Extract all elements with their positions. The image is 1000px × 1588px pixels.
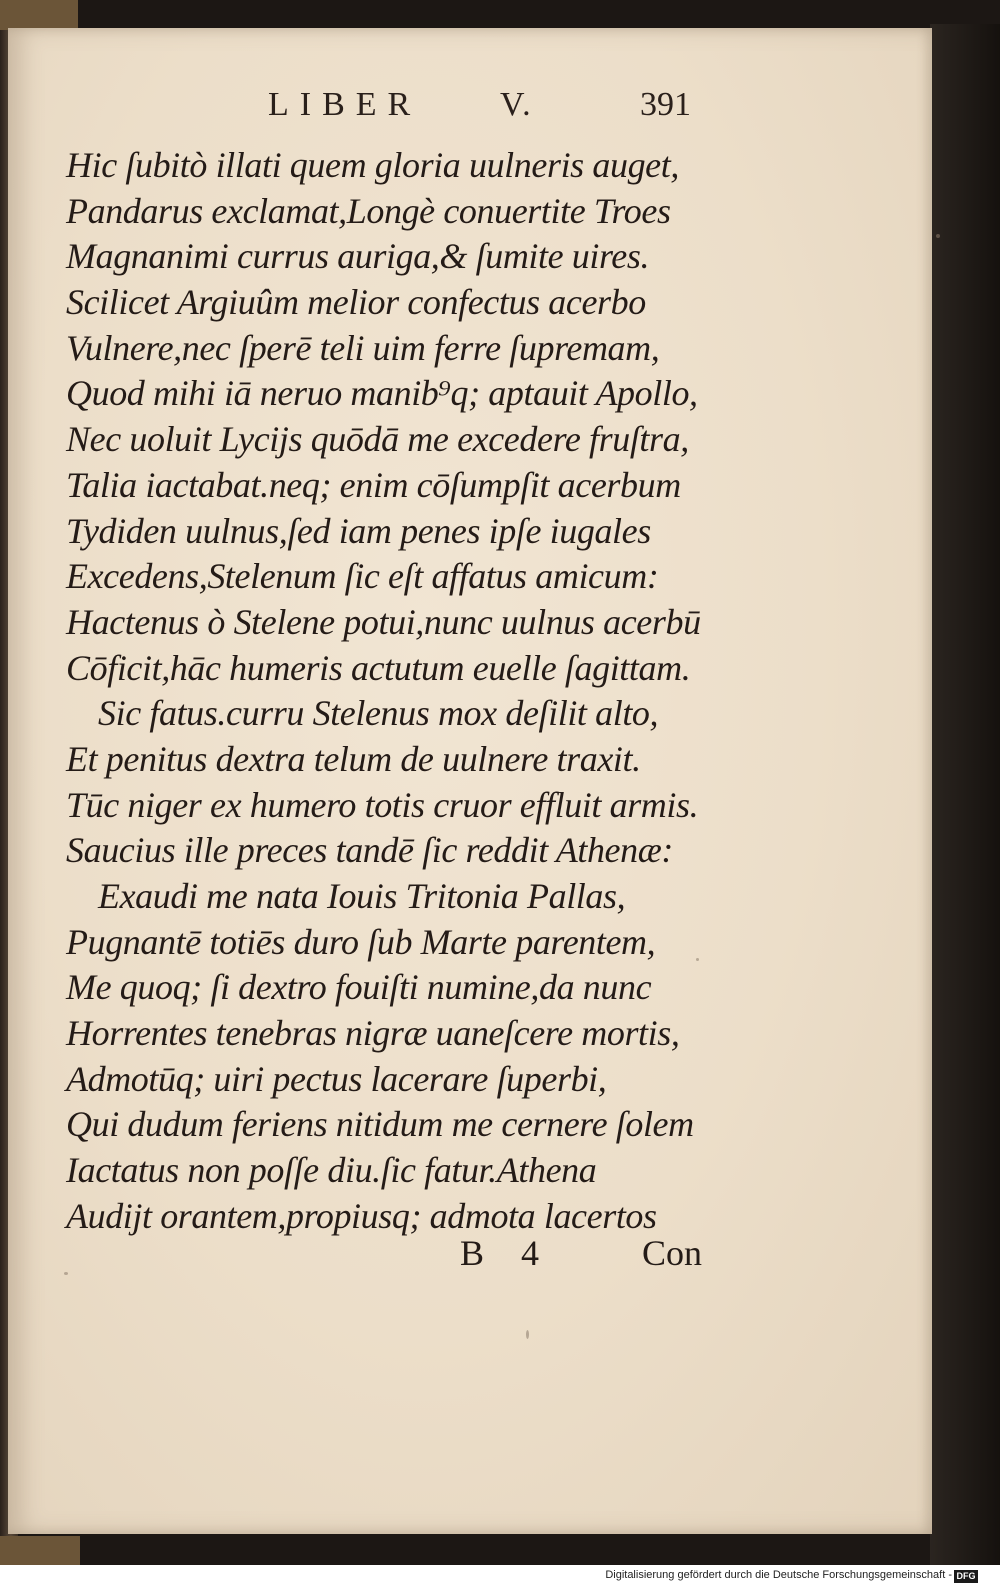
catchword: Con: [642, 1233, 703, 1273]
verse-line: Tūc niger ex humero totis cruor effluit armis.: [66, 784, 699, 825]
dfg-logo: DFG: [954, 1570, 978, 1583]
book-edge-shadow: [930, 24, 1000, 1565]
page-footer: [460, 1232, 720, 1280]
running-head-book: V.: [500, 86, 533, 123]
running-head: [268, 86, 708, 136]
verse-line: Qui dudum feriens nitidum me cernere ſolem: [66, 1104, 694, 1145]
verse-line: Vulnere,nec ſperē teli uim ferre ſupremam,: [66, 327, 660, 368]
verse-line: Talia iactabat.neq; enim cōſumpſit acerbum: [66, 464, 681, 505]
folio-number: 391: [640, 86, 691, 123]
verse-line: Cōficit,hāc humeris actutum euelle ſagittam.: [66, 647, 691, 688]
verse-line: Pugnantē totiēs duro ſub Marte parentem,: [66, 921, 656, 962]
verse-line: Horrentes tenebras nigræ uaneſcere mortis,: [66, 1013, 680, 1054]
verse-line: Saucius ille preces tandē ſic reddit Athenæ:: [66, 830, 673, 871]
verse-line: Quod mihi iā neruo manib⁹q; aptauit Apollo,: [66, 373, 698, 414]
verse-line: Hic ſubitò illati quem gloria uulneris auget,: [66, 145, 679, 185]
binding-tab-bottom: [0, 1536, 80, 1565]
verse-line: Exaudi me nata Iouis Tritonia Pallas,: [98, 876, 626, 916]
paper-speck: [526, 1330, 529, 1339]
verse-line: Iactatus non poſſe diu.ſic fatur.Athena: [66, 1150, 597, 1191]
paper-speck: [64, 1272, 68, 1275]
signature-mark: B 4: [460, 1233, 554, 1273]
verse-line: Me quoq; ſi dextro fouiſti numine,da nunc: [66, 967, 652, 1008]
paper-speck: [936, 234, 940, 238]
verse-line: Magnanimi currus auriga,& ſumite uires.: [66, 236, 650, 277]
verse-line: Excedens,Stelenum ſic eſt affatus amicum:: [66, 556, 659, 597]
verse-line: Hactenus ò Stelene potui,nunc uulnus acerbū: [66, 601, 701, 642]
verse-line: Pandarus exclamat,Longè conuertite Troes: [66, 190, 671, 231]
verse-text-block: [66, 143, 756, 1240]
verse-line: Tydiden uulnus,ſed iam penes ipſe iugales: [66, 510, 651, 551]
credit-text: Digitalisierung gefördert durch die Deutsche Forschungsgemeinschaft -: [605, 1569, 952, 1581]
binding-tab-top: [0, 0, 78, 30]
verse-line: Audijt orantem,propiusq; admota lacertos: [66, 1195, 657, 1236]
verse-line: Admotūq; uiri pectus lacerare ſuperbi,: [66, 1058, 607, 1099]
verse-line: Sic fatus.curru Stelenus mox deſilit alto,: [98, 693, 659, 734]
verse-line: Et penitus dextra telum de uulnere traxit.: [66, 738, 641, 779]
verse-line: Scilicet Argiuûm melior confectus acerbo: [66, 282, 646, 323]
verse-line: Nec uoluit Lycijs quōdā me excedere fruſtra,: [66, 419, 689, 460]
running-head-title: LIBER: [268, 86, 422, 123]
digitization-credit-bar: [0, 1565, 1000, 1588]
